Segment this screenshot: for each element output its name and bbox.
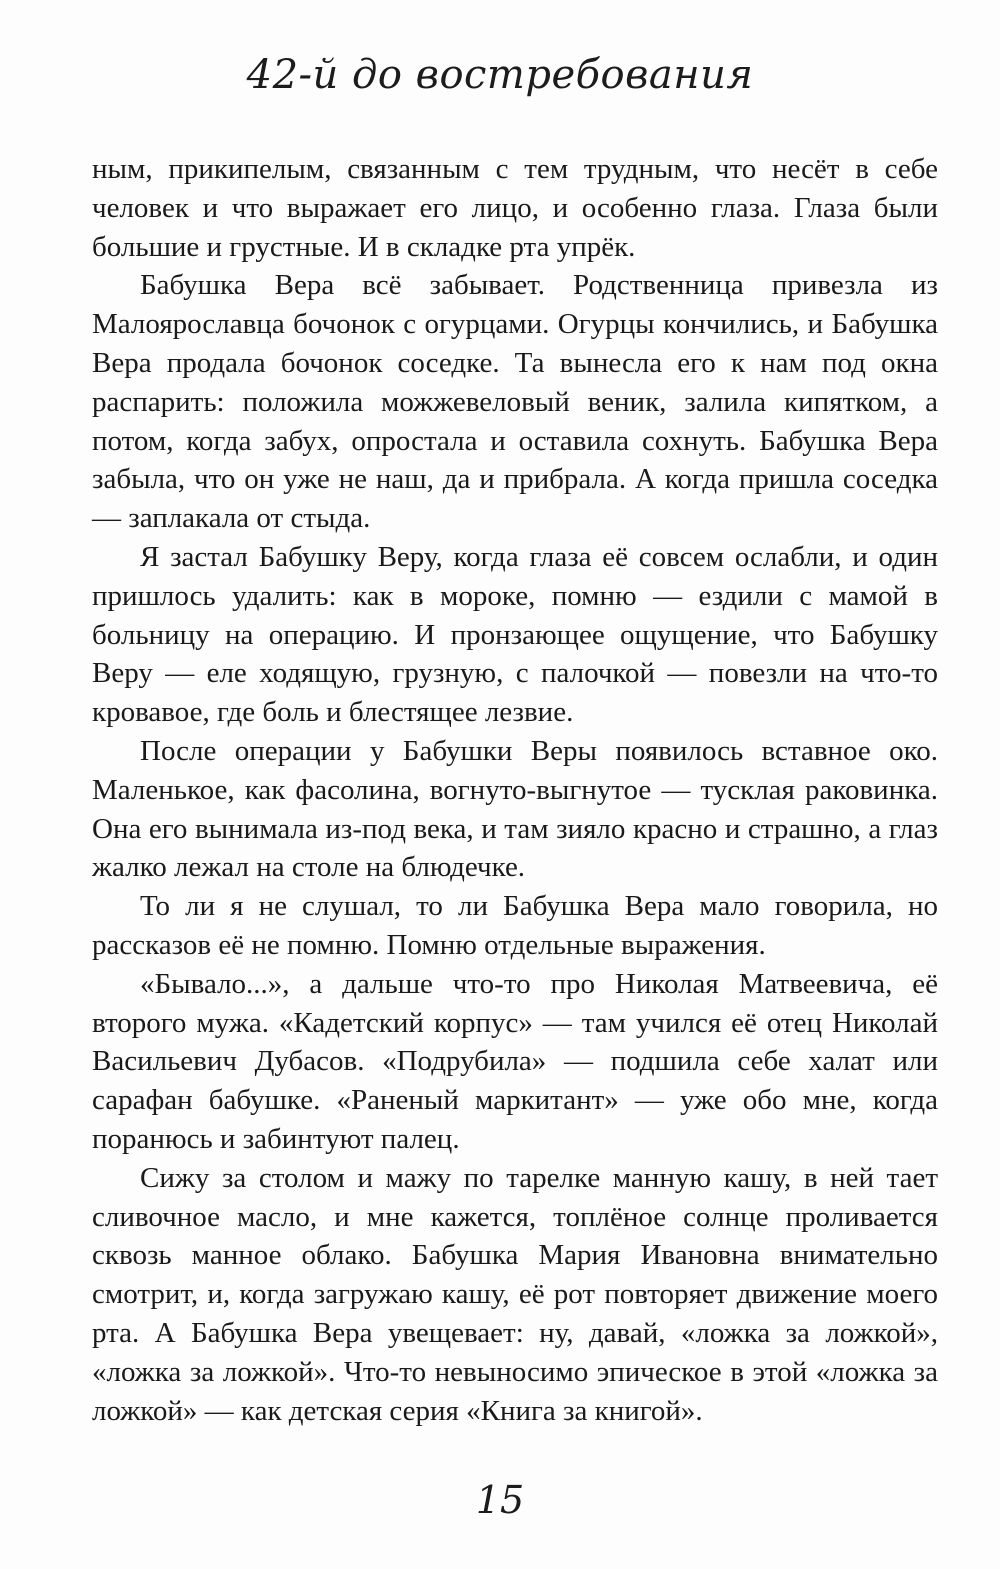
page-number: 15 [475, 1478, 525, 1522]
paragraph: Бабушка Вера всё забывает. Родственница привезла из Малоярославца бочонок с огурцами. Огурцы кончились, и Бабушка Вера продала бочонок соседке. Та вынесла его к нам под окна распарить: положила можжевеловый веник, залила кипятком, а потом, когда забух, опростала и оставила сохнуть. Бабушка Вера забыла, что он уже не наш, да и прибрала. А когда пришла соседка — заплакала от стыда. [92, 269, 938, 535]
paragraph: ным, прикипелым, связанным с тем трудным, что несёт в себе человек и что выражает его лицо, и особенно глаза. Глаза были большие и грустные. И в складке рта упрёк. [92, 153, 938, 263]
paragraph: Я застал Бабушку Веру, когда глаза её совсем ослабли, и один пришлось удалить: как в мороке, помню — ездили с мамой в больницу на операцию. И пронзающее ощущение, что Бабушку Веру — еле ходящую, грузную, с палочкой — повезли на что-то кровавое, где боль и блестящее лезвие. [92, 540, 938, 729]
running-title: 42-й до востребования [246, 52, 754, 98]
paragraph: То ли я не слушал, то ли Бабушка Вера мало говорила, но рассказов её не помню. Помню отдельные выражения. [92, 890, 938, 961]
paragraph: «Бывало...», а дальше что-то про Николая Матвеевича, её второго мужа. «Кадетский корпус» — там учился её отец Николай Васильевич Дубасов. «Подрубила» — подшила себе халат или сарафан бабушке. «Раненый маркитант» — уже обо мне, когда поранюсь и забинтуют палец. [92, 967, 938, 1155]
paragraph: Сижу за столом и мажу по тарелке манную кашу, в ней тает сливочное масло, и мне кажется, топлёное солнце проливается сквозь манное облако. Бабушка Мария Ивановна внимательно смотрит, и, когда загружаю кашу, её рот повторяет движение моего рта. А Бабушка Вера увещевает: ну, давай, «ложка за ложкой», «ложка за ложкой». Что-то невыносимо эпическое в этой «ложка за ложкой» — как детская серия «Книга за книгой». [92, 1161, 938, 1427]
body-text [92, 150, 938, 1430]
paragraph: После операции у Бабушки Веры появилось вставное око. Маленькое, как фасолина, вогнуто-выгнутое — тусклая раковинка. Она его вынимала из-под века, и там зияло красно и страшно, а глаз жалко лежал на столе на блюдечке. [92, 734, 938, 884]
